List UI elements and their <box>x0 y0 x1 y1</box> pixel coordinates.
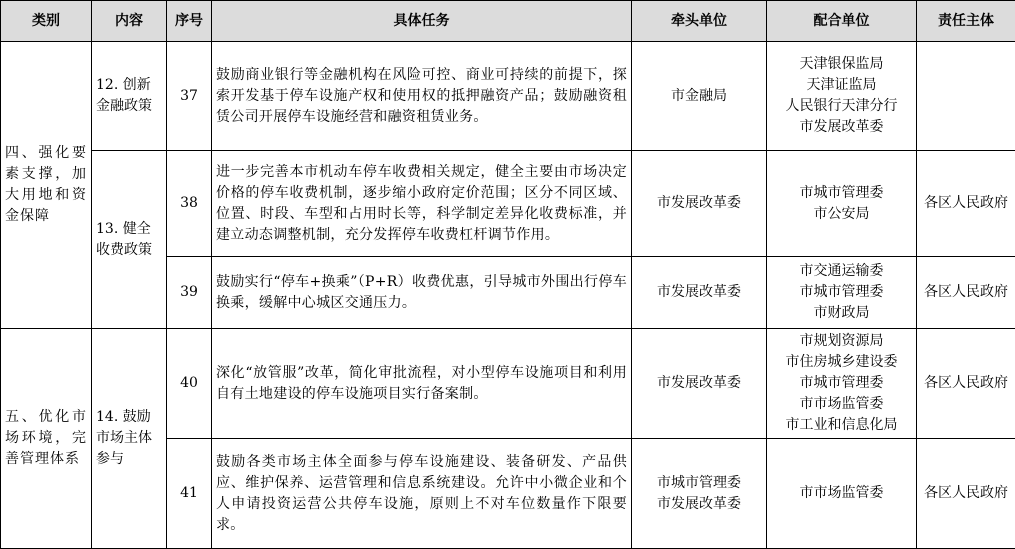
partner-unit: 市城市管理委 <box>771 373 912 394</box>
partner-units-cell <box>767 257 917 329</box>
partner-unit: 市住房城乡建设委 <box>771 352 912 373</box>
partner-unit: 市发展改革委 <box>771 117 912 138</box>
row-number: 38 <box>167 151 212 257</box>
task-cell: 鼓励商业银行等金融机构在风险可控、商业可持续的前提下，探索开发基于停车设施产权和使用权的抵押融资产品；鼓励融资租赁公司开展停车设施经营和融资租赁业务。 <box>212 42 632 151</box>
responsible-cell: 各区人民政府 <box>917 439 1015 549</box>
lead-unit-cell <box>632 257 767 329</box>
lead-unit: 市金融局 <box>636 86 762 107</box>
header-row <box>1 1 1015 42</box>
partner-units-cell <box>767 42 917 151</box>
lead-unit: 市发展改革委 <box>636 494 762 515</box>
partner-units-cell <box>767 151 917 257</box>
task-cell: 鼓励实行“停车+换乘”（P+R）收费优惠，引导城市外围出行停车换乘，缓解中心城区交通压力。 <box>212 257 632 329</box>
row-number: 37 <box>167 42 212 151</box>
row-number: 41 <box>167 439 212 549</box>
header-lead-unit: 牵头单位 <box>632 1 767 42</box>
responsible-cell: 各区人民政府 <box>917 257 1015 329</box>
content-cell: 13. 健全收费政策 <box>92 151 167 329</box>
partner-unit: 天津证监局 <box>771 75 912 96</box>
responsible-cell: 各区人民政府 <box>917 329 1015 439</box>
table-row <box>1 151 1015 257</box>
table-row <box>1 329 1015 439</box>
lead-unit-cell <box>632 151 767 257</box>
lead-unit: 市发展改革委 <box>636 193 762 214</box>
category-cell: 四、强化要素支撑，加大用地和资金保障 <box>1 42 92 329</box>
partner-unit: 天津银保监局 <box>771 54 912 75</box>
lead-unit: 市发展改革委 <box>636 373 762 394</box>
partner-units-cell <box>767 439 917 549</box>
row-number: 39 <box>167 257 212 329</box>
partner-unit: 市公安局 <box>771 204 912 225</box>
content-cell: 12. 创新金融政策 <box>92 42 167 151</box>
task-cell: 进一步完善本市机动车停车收费相关规定，健全主要由市场决定价格的停车收费机制，逐步缩小政府定价范围；区分不同区域、位置、时段、车型和占用时长等，科学制定差异化收费标准，并建立动态调整机制，充分发挥停车收费杠杆调节作用。 <box>212 151 632 257</box>
responsible-cell: 各区人民政府 <box>917 151 1015 257</box>
row-number: 40 <box>167 329 212 439</box>
partner-unit: 市市场监管委 <box>771 483 912 504</box>
task-cell: 鼓励各类市场主体全面参与停车设施建设、装备研发、产品供应、维护保养、运营管理和信息系统建设。允许中小微企业和个人申请投资运营公共停车设施，原则上不对车位数量作下限要求。 <box>212 439 632 549</box>
task-cell: 深化“放管服”改革，简化审批流程，对小型停车设施项目和利用自有土地建设的停车设施项目实行备案制。 <box>212 329 632 439</box>
content-cell: 14. 鼓励市场主体参与 <box>92 329 167 549</box>
category-cell: 五、优化市场环境，完善管理体系 <box>1 329 92 549</box>
partner-unit: 市城市管理委 <box>771 183 912 204</box>
header-task: 具体任务 <box>212 1 632 42</box>
header-category: 类别 <box>1 1 92 42</box>
partner-unit: 市交通运输委 <box>771 261 912 282</box>
lead-unit-cell <box>632 42 767 151</box>
responsible-cell <box>917 42 1015 151</box>
lead-unit-cell <box>632 439 767 549</box>
header-partner-units: 配合单位 <box>767 1 917 42</box>
partner-units-cell <box>767 329 917 439</box>
header-number: 序号 <box>167 1 212 42</box>
header-content: 内容 <box>92 1 167 42</box>
partner-unit: 人民银行天津分行 <box>771 96 912 117</box>
lead-unit: 市发展改革委 <box>636 282 762 303</box>
partner-unit: 市工业和信息化局 <box>771 415 912 436</box>
partner-unit: 市城市管理委 <box>771 282 912 303</box>
partner-unit: 市市场监管委 <box>771 394 912 415</box>
lead-unit-cell <box>632 329 767 439</box>
lead-unit: 市城市管理委 <box>636 473 762 494</box>
partner-unit: 市财政局 <box>771 303 912 324</box>
partner-unit: 市规划资源局 <box>771 331 912 352</box>
header-responsible: 责任主体 <box>917 1 1015 42</box>
table-row <box>1 42 1015 151</box>
